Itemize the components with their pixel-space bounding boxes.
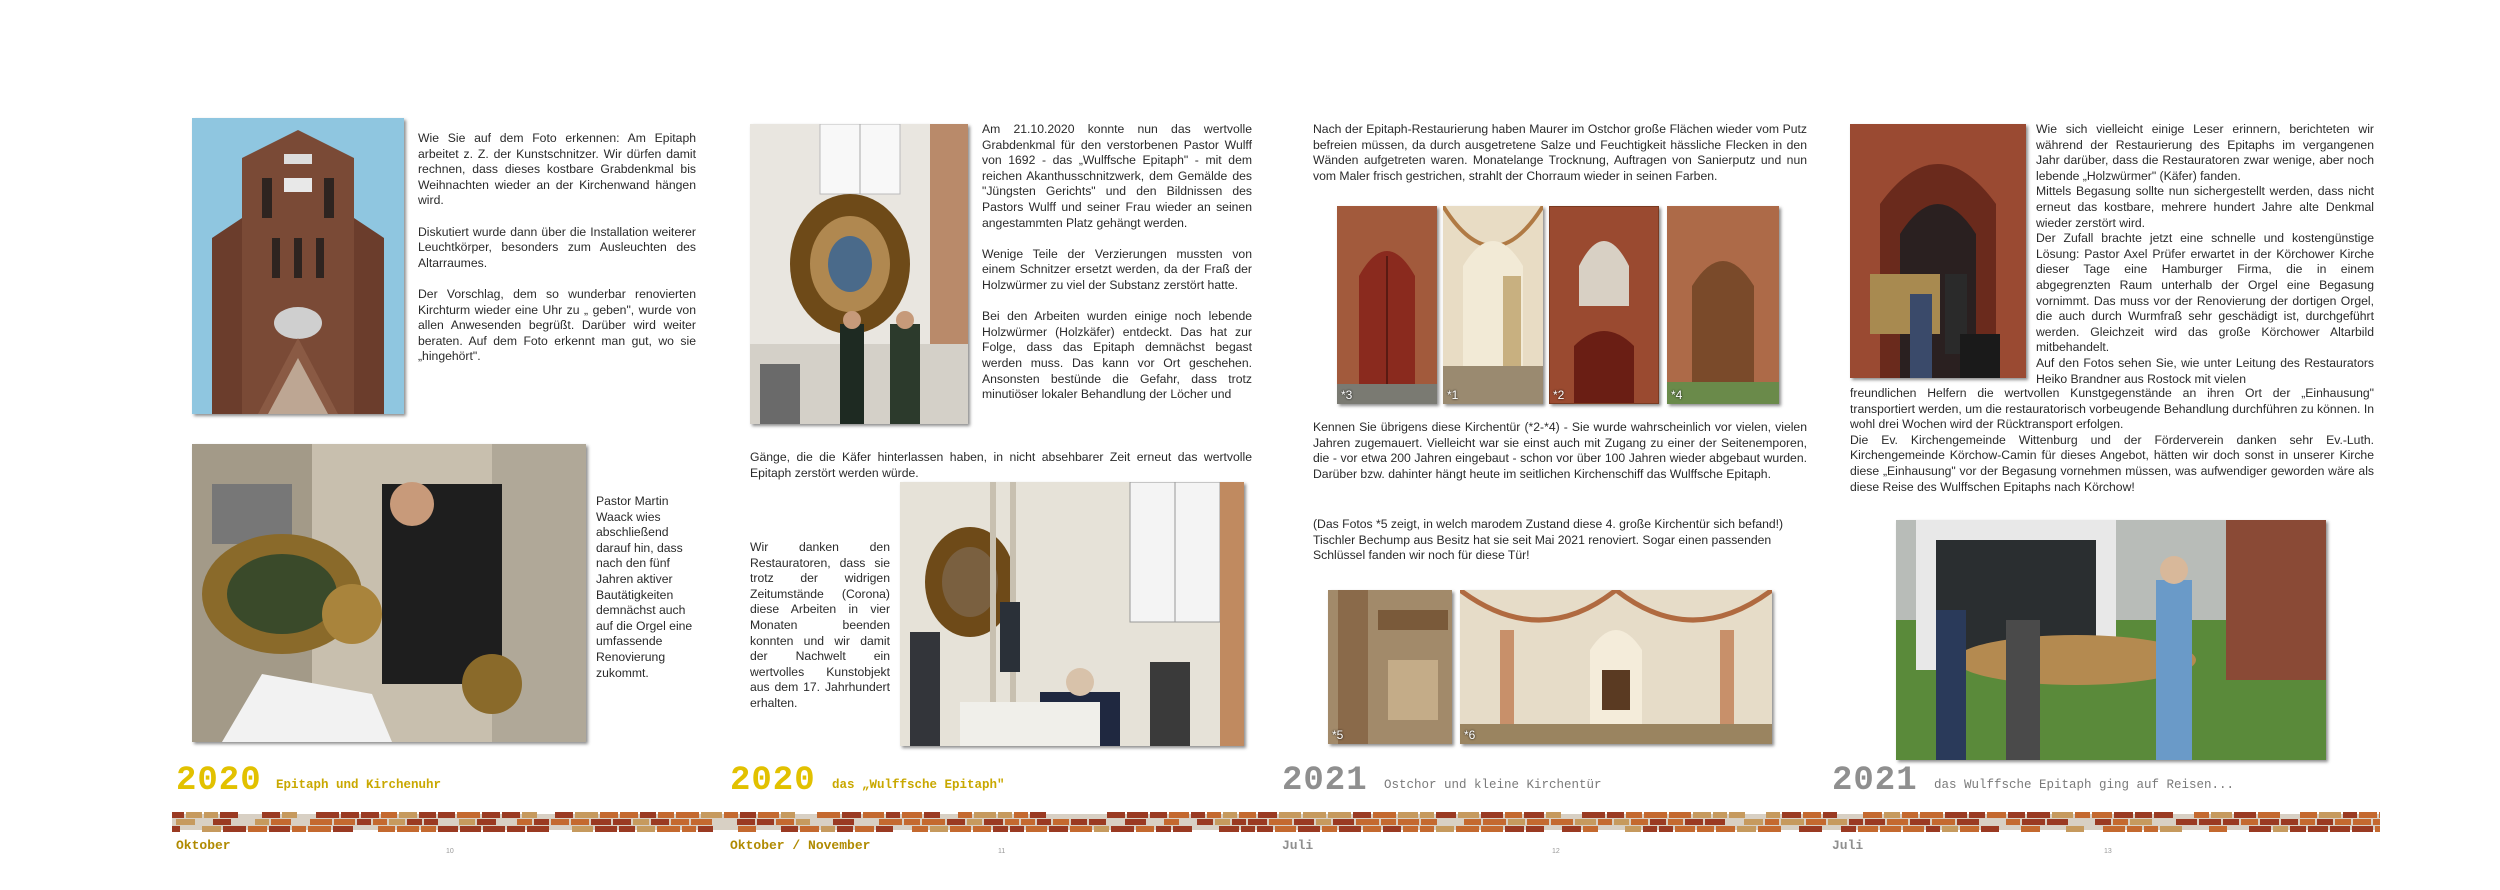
church-door-photo-3	[1337, 206, 1437, 404]
panel1-text-bottom: Pastor Martin Waack wies abschließend darauf hin, dass nach den fünf Jahren aktiver Bautätigkeiten demnächst auch auf die Orgel eine umfassende Renovierung zukommt.	[596, 494, 693, 680]
panel2-text-bottom: Wir danken den Restauratoren, dass sie trotz der widrigen Zeitumstände (Corona) diese Arbeiten in vier Monaten beenden konnten und wir damit der Nachwelt ein wertvolles Kunstobjekt aus dem 17. Jahrhundert erhalten.	[750, 540, 890, 710]
panel4-title: das Wulffsche Epitaph ging auf Reisen...	[1934, 778, 2235, 792]
page-number-3: 12	[1552, 848, 1560, 855]
panel4-month: Juli	[1832, 838, 1864, 853]
caption-4: *4	[1671, 388, 1683, 402]
caption-3: *3	[1341, 388, 1353, 402]
panel2-month: Oktober / November	[730, 838, 871, 853]
panel1-title: Epitaph und Kirchenuhr	[276, 778, 442, 792]
unloading-van-photo	[1896, 520, 2326, 760]
walled-door-photo-4	[1667, 206, 1779, 404]
panel3-year: 2021	[1282, 762, 1368, 800]
panel3-text-bottom: (Das Fotos *5 zeigt, in welch marodem Zustand diese 4. große Kirchentür sich befand!) Tischler Bechump aus Besitz hat sie seit Mai 2021 renoviert. Sogar einen passenden Schlüssel fanden wir noch für diese Tür!	[1313, 517, 1784, 563]
brick-wall-decoration	[172, 808, 2380, 836]
panel1-year: 2020	[176, 762, 262, 800]
epitaph-hanging-photo	[750, 124, 968, 424]
panel1-month: Oktober	[176, 838, 231, 853]
panel1-text-top: Wie Sie auf dem Foto erkennen: Am Epitaph arbeitet z. Z. der Kunstschnitzer. Wir dürfen damit rechnen, dass dieses kostbare Grabdenkmal bis Weihnachten wieder an der Kirchenwand hängen wird. Diskutiert wurde dann über die Installation weiterer Leuchtkörper, besonders zum Ausleuchten des Altarraumes. Der Vorschlag, dem so wunderbar renovierten Kirchturm wieder eine Uhr zu „ geben", wurde von allen Anwesenden begrüßt. Darüber wird weiter beraten. Auf dem Foto erkennt man gut, wo sie „hingehört".	[418, 131, 696, 364]
caption-1: *1	[1447, 388, 1459, 402]
caption-2: *2	[1553, 388, 1565, 402]
page-number-4: 13	[2104, 848, 2112, 855]
caption-5: *5	[1332, 728, 1344, 742]
chancel-vault-photo-1	[1443, 206, 1543, 404]
panel4-text-top: Wie sich vielleicht einige Leser erinnern, berichteten wir während der Restaurierung des Epitaphs im vergangenen Jahr darüber, dass die Restauratoren zwar wenige, aber noch lebende „Holzwürmer" (Käfer) fanden. Mittels Begasung sollte nun sichergestellt werden, dass nicht erneut das kostbare, mehrere hundert Jahre alte Denkmal wieder zerstört wird. Der Zufall brachte jetzt eine schnelle und kostengünstige Lösung: Pastor Axel Prüfer erwartet in der Körchower Kirche dieser Tage eine Hamburger Firma, die in einem abgegrenzten Raum unterhalb der Orgel eine Begasung vornimmt. Das muss vor der Renovierung der dortigen Orgel, die auch durch Wurmfraß sehr geschädigt ist, durchgeführt werden. Gleichzeit wird das große Körchower Altarbild mitbehandelt. Auf den Fotos sehen Sie, wie unter Leitung des Restaurators Heiko Brandner aus Rostock mit vielen	[2036, 122, 2374, 386]
panel4-text-continued: freundlichen Helfern die wertvollen Kunstgegenstände an ihren Ort der „Einhausung" transportiert werden, um die restauratorisch vorbeugende Behandlung durchführen zu können. In wohl drei Wochen wird der Rücktransport erfolgen. Die Ev. Kirchengemeinde Wittenburg und der Förderverein danken sehr Ev.-Luth. Kirchengemeinde Körchow-Camin für dieses Angebot, hätten wir doch sonst in unserer Kirche diese „Einhausung" vor der Begasung vornehmen müssen, was aufwendiger geworden wäre als diese Reise des Wulffschen Epitaphs nach Körchow!	[1850, 386, 2374, 494]
walled-door-photo-2	[1549, 206, 1659, 404]
panel3-text-middle: Kennen Sie übrigens diese Kirchentür (*2-*4) - Sie wurde wahrscheinlich vor vielen, vielen Jahren zugemauert. Vielleicht war sie einst auch mit Zugang zu einer der Seitenemporen, die - vor etwa 200 Jahren eingebaut - schon vor über 100 Jahren wieder abgebaut wurden. Darüber bzw. dahinter hängt heute im seitlichen Kirchenschiff das Wulffsche Epitaph.	[1313, 420, 1807, 481]
panel4-year: 2021	[1832, 762, 1918, 800]
damaged-door-photo-5	[1328, 590, 1452, 744]
church-portal-transport-photo	[1850, 124, 2026, 378]
page-number-2: 11	[998, 848, 1006, 855]
panel2-text-top: Am 21.10.2020 konnte nun das wertvolle Grabdenkmal für den verstorbenen Pastor Wulff von 1692 - das „Wulffsche Epitaph" - mit dem reichen Akanthusschnitzwerk, dem Gemälde des "Jüngsten Gerichts" und den Bildnissen des Pastors Wulff und seiner Frau wieder an seinen angestammten Platz gehängt werden. Wenige Teile der Verzierungen mussten von einem Schnitzer ersetzt werden, da der Fraß der Holzwürmer zu viel der Substanz zerstört hatte. Bei den Arbeiten wurden einige noch lebende Holzwürmer (Holzkäfer) entdeckt. Das hat zur Folge, dass das Epitaph demnächst begast werden muss. Das kann vor Ort geschehen. Ansonsten bestünde die Gefahr, dass trotz minutiöser lokaler Behandlung der Löcher und	[982, 122, 1252, 402]
page-number-1: 10	[446, 848, 454, 855]
carver-workshop-photo	[192, 444, 586, 742]
panel3-text-top: Nach der Epitaph-Restaurierung haben Maurer im Ostchor große Flächen wieder vom Putz befreien müssen, da durch ausgetretene Salze und Feuchtigkeit hässliche Flecken in den Wänden aufgetreten waren. Monatelange Trocknung, Auftragen von Sanierputz und nun vom Maler frisch gestrichen, strahlt der Chorraum wieder in seinen Farben.	[1313, 122, 1807, 183]
panel3-title: Ostchor und kleine Kirchentür	[1384, 778, 1602, 792]
panel3-month: Juli	[1282, 838, 1314, 853]
church-interior-restorers-photo	[900, 482, 1244, 746]
panel2-title: das „Wulffsche Epitaph"	[832, 778, 1005, 792]
church-tower-photo	[192, 118, 404, 414]
caption-6: *6	[1464, 728, 1476, 742]
church-nave-photo-6	[1460, 590, 1772, 744]
panel2-text-continued: Gänge, die die Käfer hinterlassen haben, in nicht absehbarer Zeit erneut das wertvolle Epitaph zerstört werden würde.	[750, 450, 1252, 480]
panel2-year: 2020	[730, 762, 816, 800]
